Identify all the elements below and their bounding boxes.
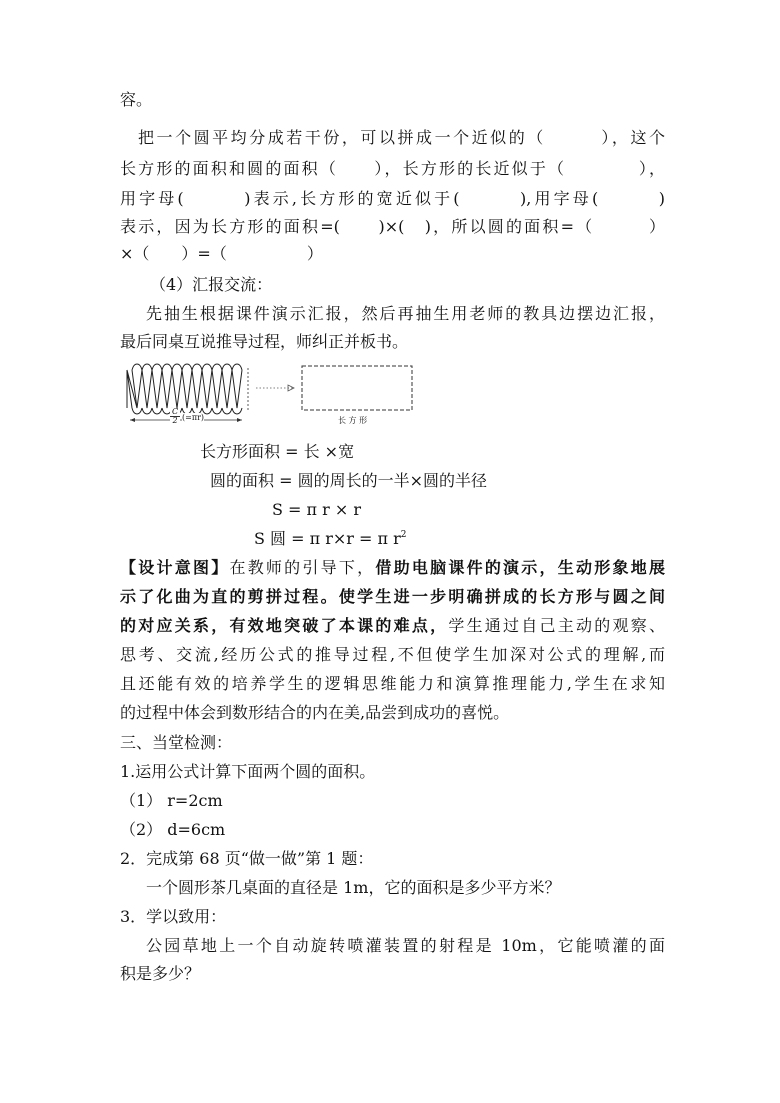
equation-s: S = π r × r	[272, 500, 362, 519]
text-span: 学生通过自己主动的观察、	[448, 616, 665, 635]
design-intent-line: 示了化曲为直的剪拼过程。使学生进一步明确拼成的长方形与圆之间	[120, 587, 665, 606]
rearrangement-figure	[124, 358, 420, 434]
fraction-numerator: C	[171, 407, 179, 416]
design-intent-line: 思考、交流,经历公式的推导过程,不但使学生加深对公式的理解,而	[120, 645, 665, 664]
emphasis-span: 的对应关系，有效地突破了本课的难点，	[120, 616, 449, 635]
text-line: 把一个圆平均分成若干份，可以拼成一个近似的（ ），这个	[138, 128, 665, 147]
equation-rectangle-area: 长方形面积 = 长 ×宽	[200, 442, 355, 461]
emphasis-span: 借助电脑课件的演示，生动形象地展	[375, 558, 665, 577]
question-text: 积是多少？	[120, 964, 201, 983]
design-intent-line	[120, 556, 665, 580]
design-intent-label: 【设计意图】	[120, 558, 230, 577]
equation-s-circle	[254, 527, 407, 551]
design-intent-line: 的过程中体会到数形结合的内在美,品尝到成功的喜悦。	[120, 703, 510, 722]
question-text: 公园草地上一个自动旋转喷灌装置的射程是 10m，它能喷灌的面	[146, 936, 665, 955]
question-text: 一个圆形茶几桌面的直径是 1m，它的面积是多少平方米？	[146, 878, 561, 897]
text-line: 最后同桌互说推导过程，师纠正并板书。	[120, 332, 409, 351]
question: 2．完成第 68 页“做一做”第 1 题：	[120, 849, 374, 868]
text-line: 表示，因为长方形的面积=( )×( )，所以圆的面积=（ ）	[120, 217, 665, 236]
equation-exponent: 2	[400, 530, 407, 540]
text-line: 容。	[120, 90, 153, 109]
text-line: 用字母( )表示,长方形的宽近似于( ),用字母( )	[120, 189, 665, 208]
text-span: 在教师的引导下，	[229, 558, 376, 577]
text-line: 先抽生根据课件演示汇报，然后再抽生用老师的教具边摆边汇报，	[146, 304, 665, 323]
sector-rectangle-diagram	[124, 358, 420, 434]
design-intent-line: 且还能有效的培养学生的逻辑思维能力和演算推理能力,学生在求知	[120, 674, 665, 693]
circumference-formula: (=πr)	[182, 413, 205, 422]
fraction-label	[170, 408, 180, 425]
equation-s-circle-main: S 圆 = π r×r = π r	[254, 529, 401, 548]
rectangle-label: 长 方 形	[338, 416, 368, 425]
section-heading: （4）汇报交流：	[150, 275, 273, 294]
question: 1.运用公式计算下面两个圆的面积。	[120, 762, 376, 781]
design-intent-line	[120, 614, 665, 638]
equation-circle-area: 圆的面积 = 圆的周长的一半×圆的半径	[210, 471, 487, 490]
fraction-denominator: 2	[170, 416, 180, 425]
question: 3．学以致用：	[120, 907, 227, 926]
text-line: 长方形的面积和圆的面积（ ），长方形的长近似于（ ），	[120, 159, 665, 178]
section-heading: 三、当堂检测：	[120, 733, 233, 752]
question-item: （2） d=6cm	[120, 820, 226, 839]
text-line: ×（ ）=（ ）	[120, 244, 323, 263]
question-item: （1） r=2cm	[120, 791, 223, 810]
